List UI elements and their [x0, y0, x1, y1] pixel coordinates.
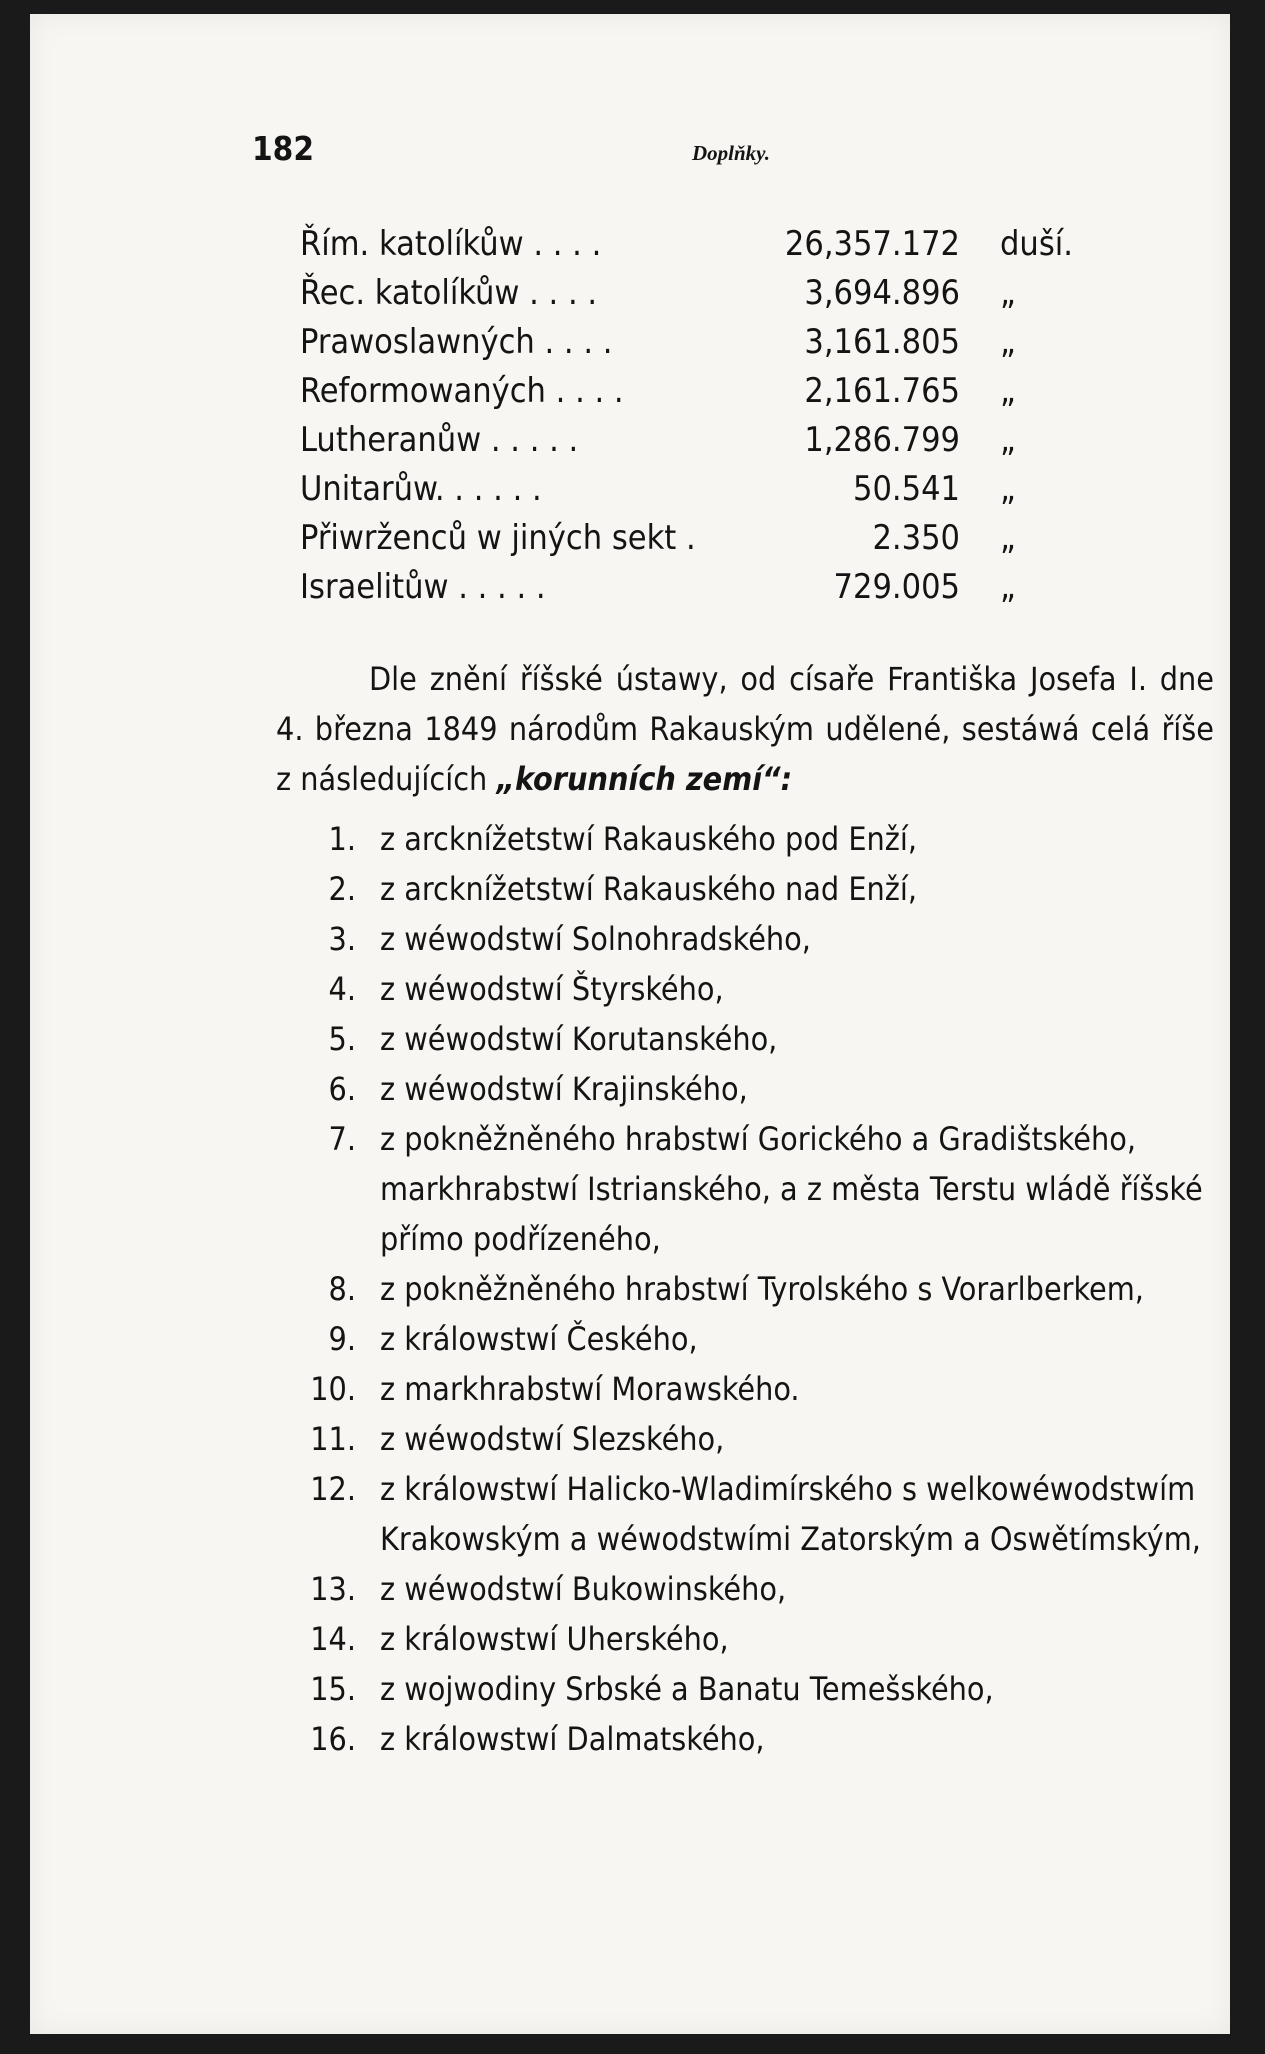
list-item-number: 15.	[310, 1670, 356, 1708]
list-item	[276, 964, 1214, 1014]
intro-text: Dle znění říšské ústawy, od císaře Františka Josefa I. dne 4. března 1849 národům Rakauským udělené, sestáwá celá říše z následujících	[276, 660, 1214, 798]
list-item-text: z arcknížetstwí Rakauského pod Enží,	[380, 820, 918, 858]
page-header	[252, 129, 1170, 179]
list-item-text: z wéwodstwí Krajinského,	[380, 1070, 748, 1108]
stat-label: Prawoslawných . . . .	[300, 322, 613, 362]
list-item-text: z wéwodstwí Korutanského,	[380, 1020, 778, 1058]
stat-unit: „	[1000, 322, 1016, 362]
list-item-text: z králowstwí Uherského,	[380, 1620, 729, 1658]
list-item-text: z wéwodstwí Štyrského,	[380, 970, 724, 1008]
list-item-number: 6.	[328, 1070, 356, 1108]
stat-row	[300, 318, 1160, 367]
stat-unit: „	[1000, 420, 1016, 460]
list-item-number: 1.	[328, 820, 356, 858]
list-item-number: 13.	[310, 1570, 356, 1608]
book-page	[30, 14, 1230, 2034]
stat-row	[300, 465, 1160, 514]
list-item-text: z wéwodstwí Bukowinského,	[380, 1570, 787, 1608]
stat-label: Řím. katolíkůw . . . .	[300, 224, 602, 264]
stat-label: Přiwrženců w jiných sekt .	[300, 518, 696, 558]
list-item-text: z wojwodiny Srbské a Banatu Temešského,	[380, 1670, 994, 1708]
stat-unit: „	[1000, 518, 1016, 558]
list-item	[276, 1014, 1214, 1064]
stat-value: 729.005	[833, 567, 960, 607]
stat-unit: „	[1000, 469, 1016, 509]
stat-unit: „	[1000, 371, 1016, 411]
crownlands-list	[276, 814, 1214, 1764]
page-number: 182	[252, 129, 314, 168]
stat-label: Unitarůw. . . . . .	[300, 469, 542, 509]
stat-unit: duší.	[1000, 224, 1073, 264]
list-item-text: z pokněžněného hrabstwí Gorického a Gradištského, markhrabstwí Istrianského, a z města Terstu wládě říšské přímo podřízeného,	[380, 1120, 1203, 1258]
list-item-number: 11.	[310, 1420, 356, 1458]
stat-label: Reformowaných . . . .	[300, 371, 624, 411]
list-item	[276, 814, 1214, 864]
stat-value: 3,161.805	[804, 322, 960, 362]
stat-value: 50.541	[853, 469, 960, 509]
list-item	[276, 1414, 1214, 1464]
list-item	[276, 1564, 1214, 1614]
list-item	[276, 1664, 1214, 1714]
list-item	[276, 864, 1214, 914]
list-item-text: z pokněžněného hrabstwí Tyrolského s Vorarlberkem,	[380, 1270, 1144, 1308]
stat-row	[300, 514, 1160, 563]
stat-value: 2,161.765	[804, 371, 960, 411]
list-item-number: 7.	[328, 1120, 356, 1158]
list-item-text: z markhrabstwí Morawského.	[380, 1370, 800, 1408]
stat-unit: „	[1000, 273, 1016, 313]
stat-row	[300, 269, 1160, 318]
stat-row	[300, 220, 1160, 269]
list-item	[276, 1064, 1214, 1114]
list-item-number: 2.	[328, 870, 356, 908]
list-item	[276, 914, 1214, 964]
intro-emphasis: „korunních zemí“:	[496, 760, 793, 798]
stat-value: 3,694.896	[804, 273, 960, 313]
list-item-text: z arcknížetstwí Rakauského nad Enží,	[380, 870, 918, 908]
stat-value: 26,357.172	[784, 224, 960, 264]
list-item-number: 4.	[328, 970, 356, 1008]
list-item-number: 3.	[328, 920, 356, 958]
list-item-number: 9.	[328, 1320, 356, 1358]
list-item	[276, 1264, 1214, 1314]
running-head: Doplňky.	[692, 141, 770, 165]
list-item-number: 8.	[328, 1270, 356, 1308]
stat-value: 1,286.799	[804, 420, 960, 460]
stat-label: Israelitůw . . . . .	[300, 567, 546, 607]
list-item-number: 16.	[310, 1720, 356, 1758]
stat-row	[300, 367, 1160, 416]
list-item-number: 10.	[310, 1370, 356, 1408]
list-item	[276, 1364, 1214, 1414]
list-item-text: z králowstwí Halicko-Wladimírského s welkowéwodstwím Krakowským a wéwodstwími Zatorským a Oswětímským,	[380, 1470, 1201, 1558]
list-item-number: 14.	[310, 1620, 356, 1658]
list-item	[276, 1314, 1214, 1364]
stat-value: 2.350	[872, 518, 960, 558]
religion-statistics	[300, 220, 1160, 612]
list-item	[276, 1464, 1214, 1564]
stat-row	[300, 416, 1160, 465]
stat-label: Řec. katolíkůw . . . .	[300, 273, 598, 313]
intro-paragraph	[276, 654, 1214, 804]
stat-unit: „	[1000, 567, 1016, 607]
list-item-text: z králowstwí Dalmatského,	[380, 1720, 765, 1758]
list-item-number: 12.	[310, 1470, 356, 1508]
list-item-number: 5.	[328, 1020, 356, 1058]
stat-label: Lutheranůw . . . . .	[300, 420, 579, 460]
list-item	[276, 1614, 1214, 1664]
stat-row	[300, 563, 1160, 612]
list-item	[276, 1714, 1214, 1764]
list-item-text: z wéwodstwí Slezského,	[380, 1420, 725, 1458]
list-item-text: z wéwodstwí Solnohradského,	[380, 920, 811, 958]
list-item-text: z králowstwí Českého,	[380, 1320, 698, 1358]
list-item	[276, 1114, 1214, 1264]
